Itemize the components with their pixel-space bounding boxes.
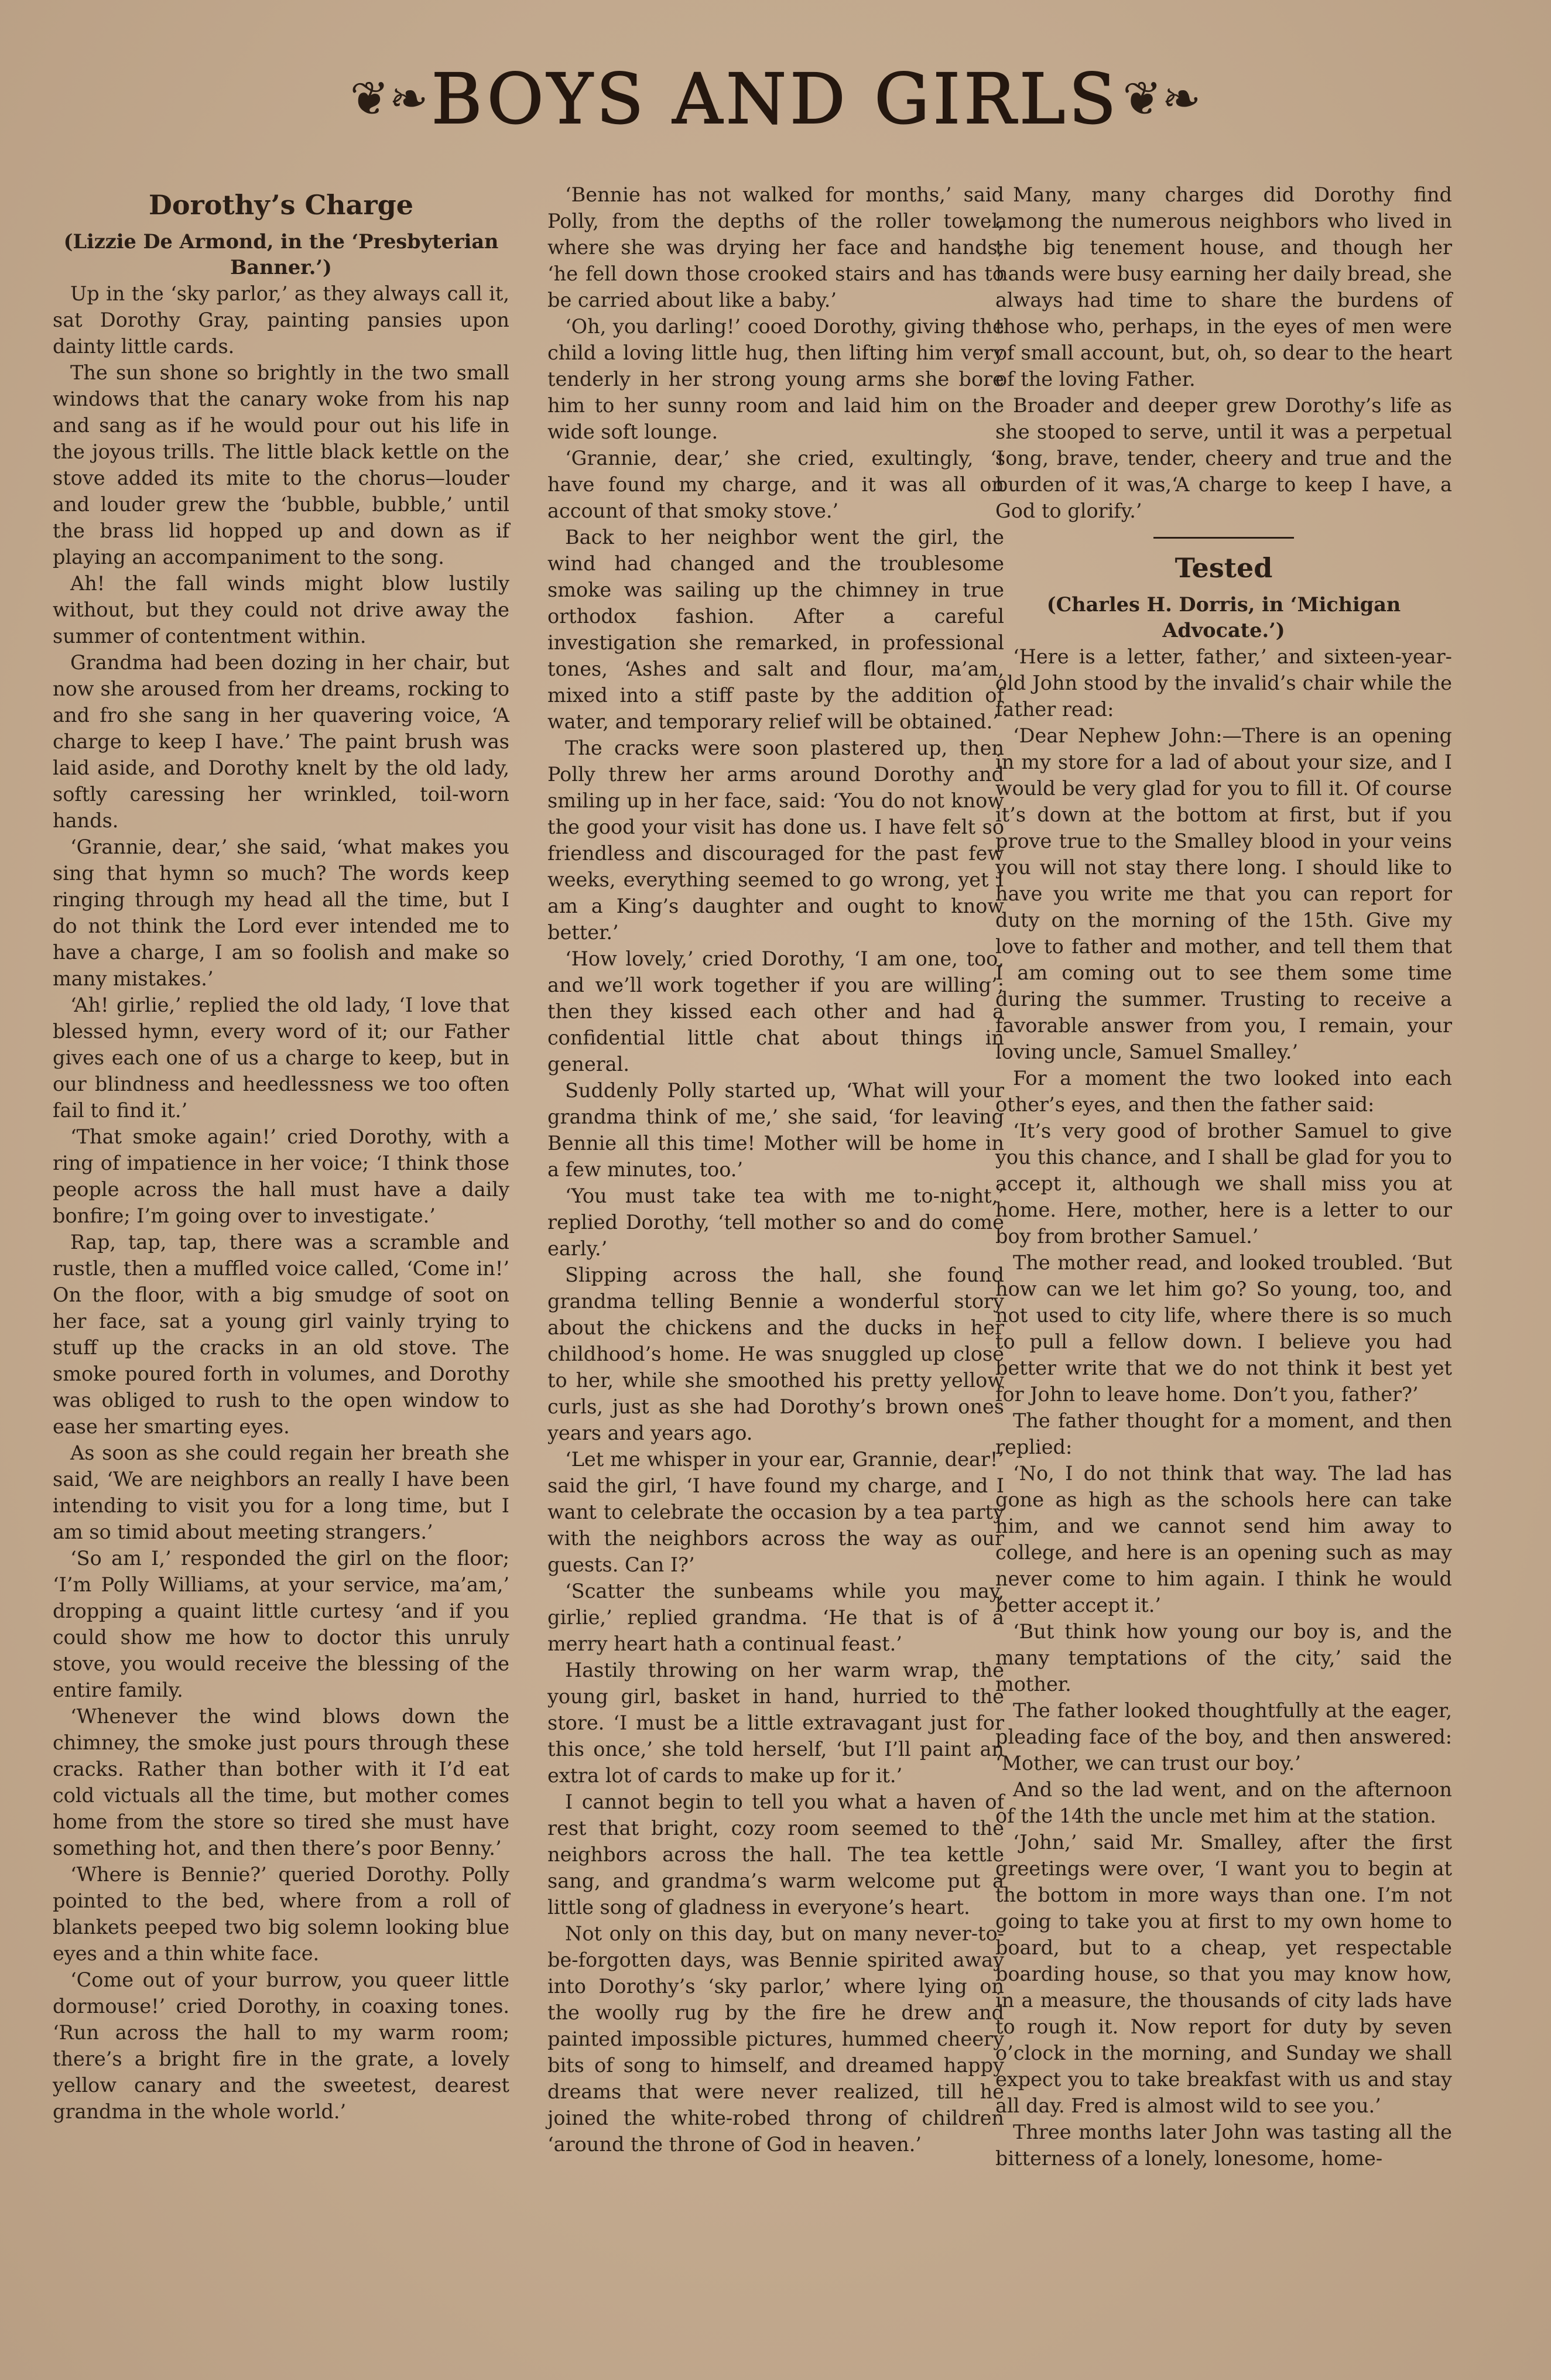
story-title-dorothys-charge: Dorothy’s Charge: [148, 189, 414, 221]
paragraph: The father thought for a moment, and then replied:: [995, 1409, 1452, 1458]
paragraph: ‘Scatter the sunbeams while you may, girlie,’ replied grandma. ‘He that is of a merry heart hath a continual feast.’: [547, 1580, 1004, 1655]
paragraph: Ah! the fall winds might blow lustily without, but they could not drive away the summer of contentment within.: [53, 572, 509, 648]
paragraph: The cracks were soon plastered up, then Polly threw her arms around Dorothy and smiling up in her face, said: ‘You do not know the good your visit has done us. I have felt so friendless and discouraged for the past few weeks, everything seemed to go wrong, yet I am a King’s daughter and ought to know better.’: [547, 737, 1004, 944]
paragraph: Not only on this day, but on many never-to-be-forgotten days, was Bennie spirited away into Dorothy’s ‘sky parlor,’ where lying on the woolly rug by the fire he drew and painted impossible pictures, hummed cheery bits of song to himself, and dreamed happy dreams that were never realized, till he joined the white-robed throng of children ‘around the throne of God in heaven.’: [547, 1922, 1004, 2156]
story-byline: (Lizzie De Armond, in the ‘Presbyterian Banner.’): [63, 230, 499, 279]
paragraph: ‘Dear Nephew John:—There is an opening in my store for a lad of about your size, and I would be very glad for you to fill it. Of course it’s down at the bottom at first, but if you prove true to the Smalley blood in your veins you will not stay there long. I should like to have you write me that you can report for duty on the morning of the 15th. Give my love to father and mother, and tell them that I am coming out to see them some time during the summer. Trusting to receive a favorable answer from you, I remain, your loving uncle, Samuel Smalley.’: [995, 724, 1452, 1063]
paragraph: Many, many charges did Dorothy find among the numerous neighbors who lived in the big tenement house, and though her hands were busy earning her daily bread, she always had time to share the burdens of those who, perhaps, in the eyes of men were of small account, but, oh, so dear to the heart of the loving Father.: [995, 183, 1452, 391]
paragraph: ‘John,’ said Mr. Smalley, after the first greetings were over, ‘I want you to begin at the bottom in more ways than one. I’m not going to take you at first to my own home to board, but to a cheap, yet respectable boarding house, so that you may know how, in a measure, the thousands of city lads have to rough it. Now report for duty by seven o’clock in the morning, and Sunday we shall expect you to take breakfast with us and stay all day. Fred is almost wild to see you.’: [995, 1831, 1452, 2117]
paragraph: Back to her neighbor went the girl, the wind had changed and the troublesome smoke was sailing up the chimney in true orthodox fashion. After a careful investigation she remarked, in professional tones, ‘Ashes and salt and flour, ma’am, mixed into a stiff paste by the addition of water, and temporary relief will be obtained.’: [547, 526, 1004, 733]
paragraph: ‘So am I,’ responded the girl on the floor; ‘I’m Polly Williams, at your service, ma’am,’ dropping a quaint little curtesy ‘and if you could show me how to doctor this unruly stove, you would receive the blessing of the entire family.: [53, 1547, 509, 1701]
paragraph: ‘Whenever the wind blows down the chimney, the smoke just pours through these cracks. Rather than bother with it I’d eat cold victuals all the time, but mother comes home from the store so tired she must have something hot, and then there’s poor Benny.’: [53, 1705, 509, 1860]
paragraph: The sun shone so brightly in the two small windows that the canary woke from his nap and sang as if he would pour out his life in the joyous trills. The little black kettle on the stove added its mite to the chorus—louder and louder grew the ‘bubble, bubble,’ until the brass lid hopped up and down as if playing an accompaniment to the song.: [53, 361, 509, 569]
paragraph: ‘Where is Bennie?’ queried Dorothy. Polly pointed to the bed, where from a roll of blankets peeped two big solemn looking blue eyes and a thin white face.: [53, 1863, 509, 1965]
masthead: [0, 59, 1551, 146]
paragraph: Hastily throwing on her warm wrap, the young girl, basket in hand, hurried to the store. ‘I must be a little extravagant just for this once,’ she told herself, ‘but I’ll paint an extra lot of cards to make up for it.’: [547, 1659, 1004, 1787]
right-ornament: ❦❧: [1122, 71, 1201, 126]
paragraph: Suddenly Polly started up, ‘What will your grandma think of me,’ she said, ‘for leaving Bennie all this time! Mother will be home in a few minutes, too.’: [547, 1079, 1004, 1181]
paragraph: ‘Grannie, dear,’ she cried, exultingly, ‘I have found my charge, and it was all on account of that smoky stove.’: [547, 447, 1004, 522]
paragraph: ‘It’s very good of brother Samuel to give you this chance, and I shall be glad for you to accept it, although we shall miss you at home. Here, mother, here is a letter to our boy from brother Samuel.’: [995, 1119, 1452, 1248]
paragraph: For a moment the two looked into each other’s eyes, and then the father said:: [995, 1067, 1452, 1116]
paragraph: Rap, tap, tap, there was a scramble and rustle, then a muffled voice called, ‘Come in!’ On the floor, with a big smudge of soot on her face, sat a young girl vainly trying to stuff up the cracks in an old stove. The smoke poured forth in volumes, and Dorothy was obliged to rush to the open window to ease her smarting eyes.: [53, 1231, 509, 1438]
paragraph: ‘Grannie, dear,’ she said, ‘what makes you sing that hymn so much? The words keep ringing through my head all the time, but I do not think the Lord ever intended me to have a charge, I am so foolish and make so many mistakes.’: [53, 835, 509, 990]
paragraph: The mother read, and looked troubled. ‘But how can we let him go? So young, too, and not used to city life, where there is so much to pull a fellow down. I believe you had better write that we do not think it best yet for John to leave home. Don’t you, father?’: [995, 1251, 1452, 1406]
paragraph: The father looked thoughtfully at the eager, pleading face of the boy, and then answered: ‘Mother, we can trust our boy.’: [995, 1699, 1452, 1775]
paragraph: ‘Ah! girlie,’ replied the old lady, ‘I love that blessed hymn, every word of it; our Father gives each one of us a charge to keep, but in our blindness and heedlessness we too often fail to find it.’: [53, 994, 509, 1122]
paragraph: Slipping across the hall, she found grandma telling Bennie a wonderful story about the chickens and the ducks in her childhood’s home. He was snuggled up close to her, while she smoothed his pretty yellow curls, just as she had Dorothy’s brown ones years and years ago.: [547, 1263, 1004, 1444]
column-1: [53, 176, 509, 2125]
paragraph: Three months later John was tasting all the bitterness of a lonely, lonesome, home-: [995, 2121, 1452, 2170]
paragraph: Grandma had been dozing in her chair, but now she aroused from her dreams, rocking to and fro she sang in her quavering voice, ‘A charge to keep I have.’ The paint brush was laid aside, and Dorothy knelt by the old lady, softly caressing her wrinkled, toil-worn hands.: [53, 651, 509, 832]
story-byline: (Charles H. Dorris, in ‘Michigan Advocate.’): [1046, 593, 1401, 642]
paragraph: ‘Oh, you darling!’ cooed Dorothy, giving the child a loving little hug, then lifting him very tenderly in her strong young arms she bore him to her sunny room and laid him on the wide soft lounge.: [547, 315, 1004, 443]
column-2: [547, 182, 1004, 2158]
paragraph: ‘You must take tea with me to-night,’ replied Dorothy, ‘tell mother so and do come early.’: [547, 1184, 1004, 1260]
paragraph: ‘Come out of your burrow, you queer little dormouse!’ cried Dorothy, in coaxing tones. ‘Run across the hall to my warm room; there’s a bright fire in the grate, a lovely yellow canary and the sweetest, dearest grandma in the whole world.’: [53, 1968, 509, 2123]
paragraph: Up in the ‘sky parlor,’ as they always call it, sat Dorothy Gray, painting pansies upon dainty little cards.: [53, 282, 509, 358]
paragraph: ‘Bennie has not walked for months,’ said Polly, from the depths of the roller towel, where she was drying her face and hands; ‘he fell down those crooked stairs and has to be carried about like a baby.’: [547, 183, 1004, 311]
paragraph: ‘Here is a letter, father,’ and sixteen-year-old John stood by the invalid’s chair while the father read:: [995, 645, 1452, 721]
paragraph: Broader and deeper grew Dorothy’s life as she stooped to serve, until it was a perpetual song, brave, tender, cheery and true and the burden of it was,‘A charge to keep I have, a God to glorify.’: [995, 394, 1452, 522]
paragraph: I cannot begin to tell you what a haven of rest that bright, cozy room seemed to the neighbors across the hall. The tea kettle sang, and grandma’s warm welcome put a little song of gladness in everyone’s heart.: [547, 1790, 1004, 1919]
paragraph: ‘Let me whisper in your ear, Grannie, dear!’ said the girl, ‘I have found my charge, and I want to celebrate the occasion by a tea party with the neighbors across the way as our guests. Can I?’: [547, 1448, 1004, 1576]
paragraph: As soon as she could regain her breath she said, ‘We are neighbors an really I have been intending to visit you for a long time, but I am so timid about meeting strangers.’: [53, 1441, 509, 1543]
section-divider: [1153, 537, 1294, 539]
paragraph: And so the lad went, and on the afternoon of the 14th the uncle met him at the station.: [995, 1778, 1452, 1827]
paragraph: ‘No, I do not think that way. The lad has gone as high as the schools here can take him, and we cannot send him away to college, and here is an opening such as may never come to him again. I think he would better accept it.’: [995, 1462, 1452, 1617]
column-3: [995, 182, 1452, 2172]
story-title-tested: Tested: [1175, 552, 1273, 584]
left-ornament: ❦❧: [350, 71, 429, 126]
paragraph: ‘That smoke again!’ cried Dorothy, with a ring of impatience in her voice; ‘I think those people across the hall must have a daily bonfire; I’m going over to investigate.’: [53, 1125, 509, 1227]
paragraph: ‘But think how young our boy is, and the many temptations of the city,’ said the mother.: [995, 1620, 1452, 1696]
page-title: BOYS AND GIRLS: [431, 59, 1120, 139]
paragraph: ‘How lovely,’ cried Dorothy, ‘I am one, too, and we’ll work together if you are willing’; then they kissed each other and had a confidential little chat about things in general.: [547, 947, 1004, 1076]
